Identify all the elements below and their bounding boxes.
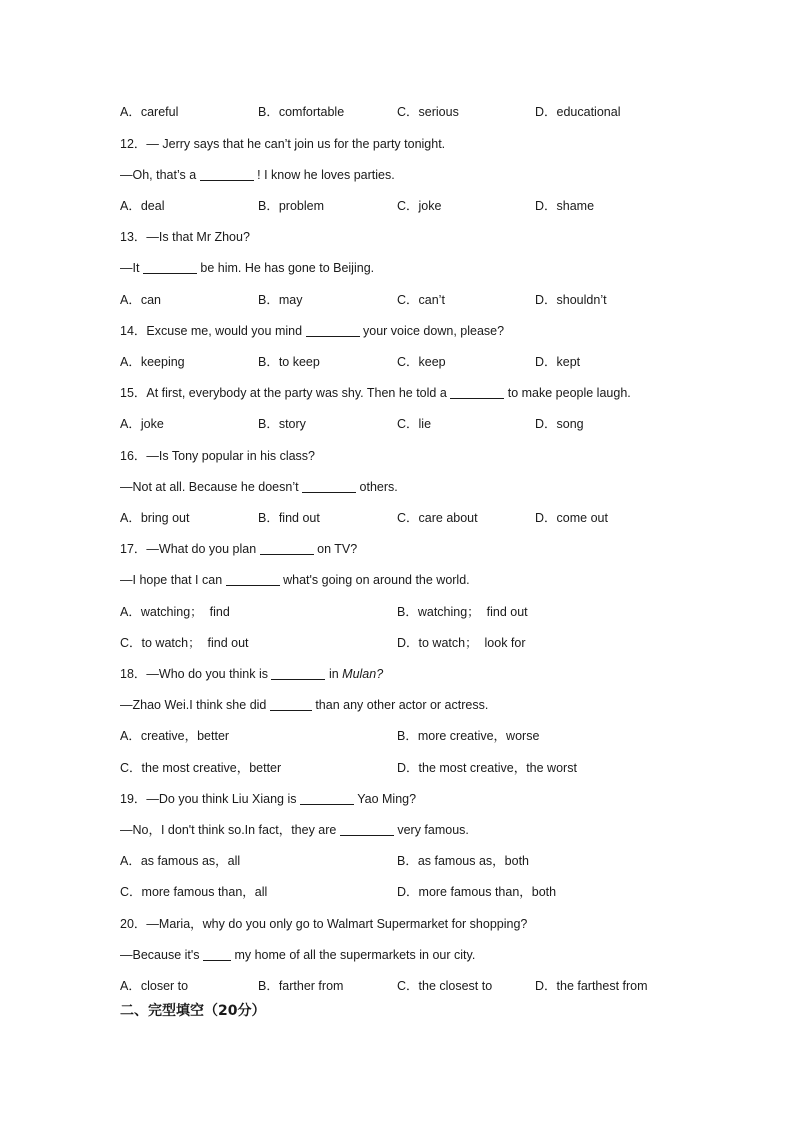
answer-blank xyxy=(271,667,325,680)
answer-blank xyxy=(200,168,254,181)
q16-option-a[interactable]: A．bring out xyxy=(120,511,190,525)
q14-stem: 14．Excuse me, would you mind your voice down, please? xyxy=(120,324,505,338)
q17-option-d[interactable]: D．to watch； look for xyxy=(397,636,526,650)
q20-stem: 20．—Maria，why do you only go to Walmart Supermarket for shopping? xyxy=(120,917,528,931)
answer-blank xyxy=(226,573,280,586)
q18-stem: 18．—Who do you think is in Mulan? xyxy=(120,667,384,681)
q19-stem: 19．—Do you think Liu Xiang is Yao Ming? xyxy=(120,792,417,806)
q16-dialogue-line: —Not at all. Because he doesn’t others. xyxy=(120,480,398,494)
section-heading-cloze: 二、完型填空（20分） xyxy=(120,1003,266,1019)
q13-option-b[interactable]: B．may xyxy=(258,293,303,307)
q13-option-c[interactable]: C．can’t xyxy=(397,293,445,307)
q15-option-b[interactable]: B．story xyxy=(258,417,306,431)
q20-option-b[interactable]: B．farther from xyxy=(258,979,344,993)
q20-option-a[interactable]: A．closer to xyxy=(120,979,189,993)
q18-option-c[interactable]: C．the most creative，better xyxy=(120,761,282,775)
q11-option-b[interactable]: B．comfortable xyxy=(258,105,345,119)
q18-dialogue-line: —Zhao Wei.I think she did than any other actor or actress. xyxy=(120,698,489,712)
q18-option-d[interactable]: D．the most creative，the worst xyxy=(397,761,577,775)
answer-blank xyxy=(270,698,312,711)
q16-option-c[interactable]: C．care about xyxy=(397,511,478,525)
answer-blank xyxy=(143,261,197,274)
q16-stem: 16．—Is Tony popular in his class? xyxy=(120,449,316,463)
q20-option-d[interactable]: D．the farthest from xyxy=(535,979,648,993)
q16-option-b[interactable]: B．find out xyxy=(258,511,320,525)
q17-stem: 17．—What do you plan on TV? xyxy=(120,542,358,556)
answer-blank xyxy=(450,386,504,399)
q19-option-b[interactable]: B．as famous as，both xyxy=(397,854,530,868)
answer-blank xyxy=(300,792,354,805)
q13-option-a[interactable]: A．can xyxy=(120,293,161,307)
q14-option-b[interactable]: B．to keep xyxy=(258,355,320,369)
q12-stem: 12．— Jerry says that he can’t join us for the party tonight. xyxy=(120,137,446,151)
q13-stem: 13．—Is that Mr Zhou? xyxy=(120,230,250,244)
q15-option-d[interactable]: D．song xyxy=(535,417,584,431)
answer-blank xyxy=(302,480,356,493)
answer-blank xyxy=(340,823,394,836)
q17-option-a[interactable]: A．watching； find xyxy=(120,605,230,619)
q12-option-b[interactable]: B．problem xyxy=(258,199,324,213)
q14-option-c[interactable]: C．keep xyxy=(397,355,446,369)
q19-option-a[interactable]: A．as famous as，all xyxy=(120,854,241,868)
q19-option-c[interactable]: C．more famous than，all xyxy=(120,885,268,899)
q15-option-a[interactable]: A．joke xyxy=(120,417,164,431)
q18-option-a[interactable]: A．creative，better xyxy=(120,729,230,743)
q16-option-d[interactable]: D．come out xyxy=(535,511,608,525)
answer-blank xyxy=(306,324,360,337)
q13-option-d[interactable]: D．shouldn’t xyxy=(535,293,607,307)
q12-option-a[interactable]: A．deal xyxy=(120,199,165,213)
q17-option-b[interactable]: B．watching； find out xyxy=(397,605,528,619)
q20-option-c[interactable]: C．the closest to xyxy=(397,979,493,993)
q11-option-a[interactable]: A．careful xyxy=(120,105,179,119)
q19-dialogue-line: —No，I don't think so.In fact，they are very famous. xyxy=(120,823,469,837)
q17-option-c[interactable]: C．to watch； find out xyxy=(120,636,249,650)
q13-dialogue-line: —It be him. He has gone to Beijing. xyxy=(120,261,375,275)
q14-option-d[interactable]: D．kept xyxy=(535,355,581,369)
q11-option-c[interactable]: C．serious xyxy=(397,105,459,119)
q12-option-d[interactable]: D．shame xyxy=(535,199,595,213)
q11-option-d[interactable]: D．educational xyxy=(535,105,621,119)
answer-blank xyxy=(203,948,231,961)
q19-option-d[interactable]: D．more famous than，both xyxy=(397,885,557,899)
q18-option-b[interactable]: B．more creative，worse xyxy=(397,729,540,743)
q14-option-a[interactable]: A．keeping xyxy=(120,355,185,369)
q17-dialogue-line: —I hope that I can what's going on around the world. xyxy=(120,573,470,587)
q20-dialogue-line: —Because it's my home of all the supermarkets in our city. xyxy=(120,948,476,962)
q15-stem: 15．At first, everybody at the party was shy. Then he told a to make people laugh. xyxy=(120,386,631,400)
q12-option-c[interactable]: C．joke xyxy=(397,199,442,213)
q15-option-c[interactable]: C．lie xyxy=(397,417,432,431)
q12-dialogue-line: —Oh, that’s a ! I know he loves parties. xyxy=(120,168,395,182)
answer-blank xyxy=(260,542,314,555)
